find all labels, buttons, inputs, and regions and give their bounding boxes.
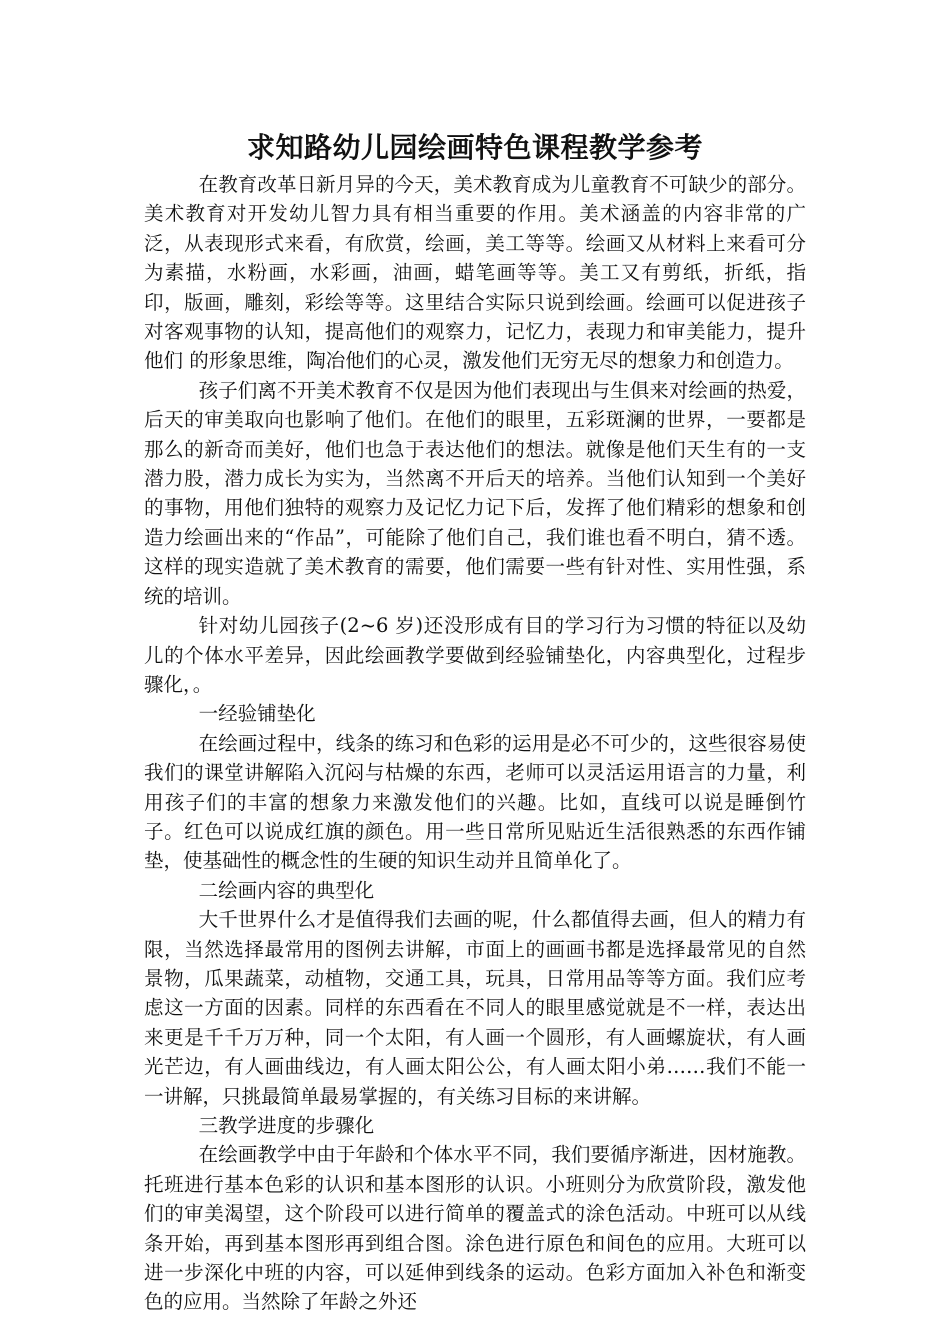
paragraph-section-3: 在绘画教学中由于年龄和个体水平不同，我们要循序渐进，因材施教。托班进行基本色彩的认识和基本图形的认识。小班则分为欣赏阶段，激发他们的审美渴望，这个阶段可以进行简单的覆盖式的涂色活动。中班可以从线条开始，再到基本图形再到组合图。涂色进行原色和间色的应用。大班可以进一步深化中班的内容，可以延伸到线条的运动。色彩方面加入补色和渐变色的应用。当然除了年龄之外还 (144, 1143, 806, 1314)
paragraph-intro: 在教育改革日新月异的今天，美术教育成为儿童教育不可缺少的部分。美术教育对开发幼儿智力具有相当重要的作用。美术涵盖的内容非常的广泛，从表现形式来看，有欣赏，绘画，美工等等。绘画又从材料上来看可分为素描，水粉画，水彩画，油画，蜡笔画等等。美工又有剪纸，折纸，指印，版画，雕刻，彩绘等等。这里结合实际只说到绘画。绘画可以促进孩子对客观事物的认知，提高他们的观察力，记忆力，表现力和审美能力，提升他们 的形象思维，陶冶他们的心灵，激发他们无穷无尽的想象力和创造力。 (144, 173, 806, 373)
document-body (144, 170, 806, 1317)
document-title: 求知路幼儿园绘画特色课程教学参考 (246, 131, 703, 164)
paragraph-section-1: 在绘画过程中，线条的练习和色彩的运用是必不可少的，这些很容易使我们的课堂讲解陷入沉闷与枯燥的东西，老师可以灵活运用语言的力量，利用孩子们的丰富的想象力来激发他们的兴趣。比如，直线可以说是睡倒竹子。红色可以说成红旗的颜色。用一些日常所见贴近生活很熟悉的东西作铺垫，使基础性的概念性的生硬的知识生动并且简单化了。 (144, 731, 806, 873)
paragraph-children-and-art: 孩子们离不开美术教育不仅是因为他们表现出与生俱来对绘画的热爱，后天的审美取向也影响了他们。在他们的眼里，五彩斑澜的世界，一要都是那么的新奇而美好，他们也急于表达他们的想法。就像是他们天生有的一支潜力股，潜力成长为实为，当然离不开后天的培养。当他们认知到一个美好的事物，用他们独特的观察力及记忆力记下后，发挥了他们精彩的想象和创造力绘画出来的“作品”，可能除了他们自己，我们谁也看不明白，猜不透。这样的现实造就了美术教育的需要，他们需要一些有针对性、实用性强，系统的培训。 (144, 378, 806, 608)
section-heading-3: 三教学进度的步骤化 (198, 1114, 375, 1137)
paragraph-teaching-principles: 针对幼儿园孩子(2~6 岁)还没形成有目的学习行为习惯的特征以及幼儿的个体水平差异，因此绘画教学要做到经验铺垫化，内容典型化，过程步骤化，。 (144, 614, 806, 696)
section-heading-2: 二绘画内容的典型化 (198, 878, 375, 902)
paragraph-section-2: 大千世界什么才是值得我们去画的呢，什么都值得去画，但人的精力有限，当然选择最常用的图例去讲解，市面上的画画书都是选择最常见的自然景物，瓜果蔬菜，动植物，交通工具，玩具，日常用品等等方面。我们应考虑这一方面的因素。同样的东西看在不同人的眼里感觉就是不一样，表达出来更是千千万万种，同一个太阳，有人画一个圆形，有人画螺旋状，有人画光芒边，有人画曲线边，有人画太阳公公，有人画太阳小弟……我们不能一一讲解，只挑最简单最易掌握的，有关练习目标的来讲解。 (144, 908, 806, 1108)
section-heading-1: 一经验铺垫化 (198, 702, 316, 726)
